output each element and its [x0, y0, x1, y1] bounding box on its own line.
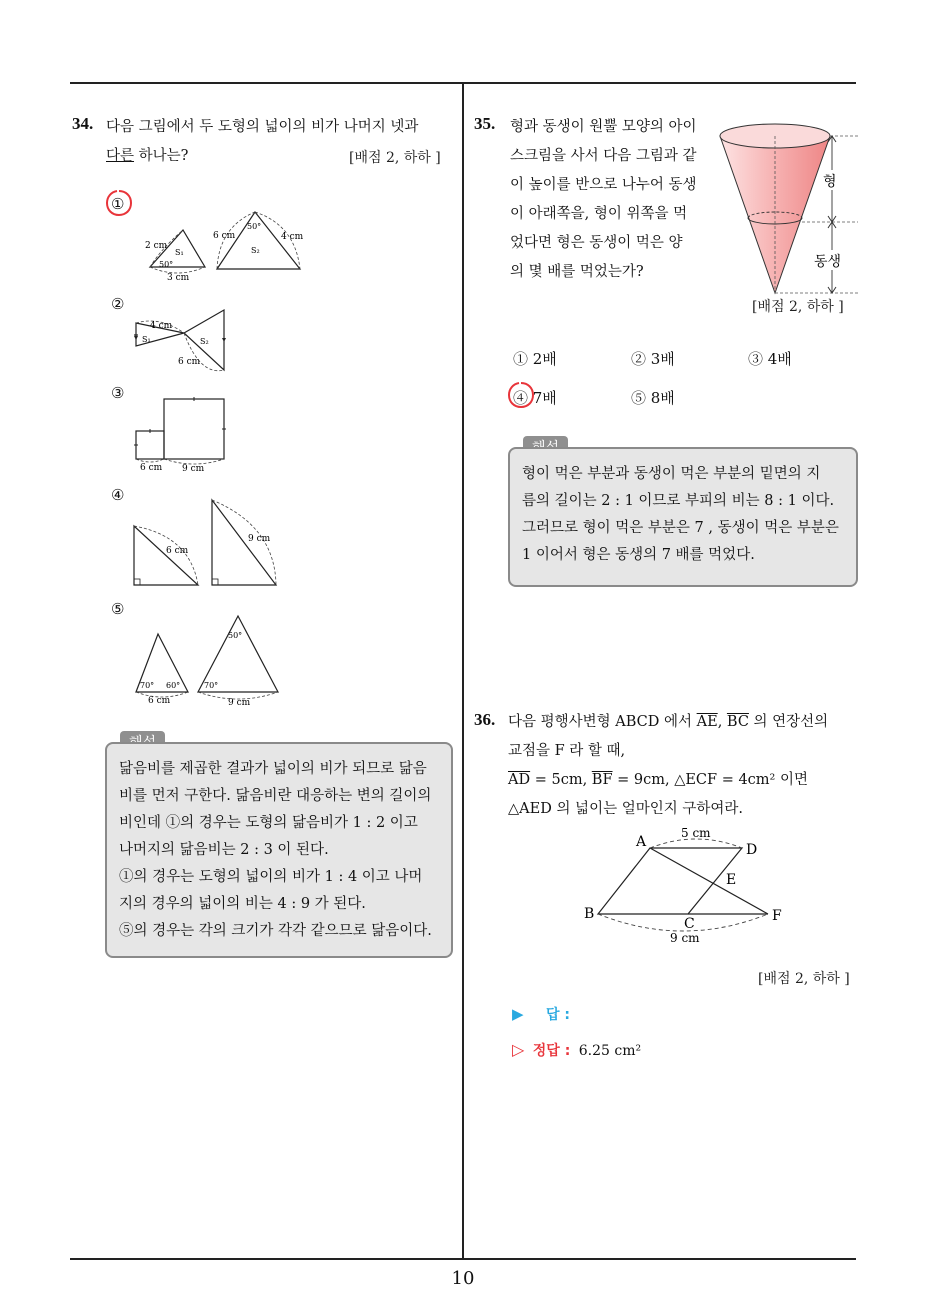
explanation-line: 형이 먹은 부분과 동생이 먹은 부분의 밑면의 지: [522, 466, 821, 482]
fig1-d: 4 cm: [281, 232, 304, 242]
text-part: = 5cm,: [530, 772, 592, 788]
vertex-c: C: [684, 916, 695, 932]
explanation-line: 지의 경우의 넓이의 비는 4 : 9 가 된다.: [119, 896, 366, 912]
length-bf: 9 cm: [670, 931, 700, 945]
question-line: 의 몇 배를 먹었는가?: [510, 264, 644, 280]
score-label: [배점 2, 하하 ]: [349, 150, 441, 166]
parallelogram-figure: [580, 820, 790, 950]
fig2-s1: S₁: [142, 335, 151, 344]
fig1-ang2: 50°: [247, 222, 262, 231]
score-label: [배점 2, 하하 ]: [752, 299, 844, 315]
figure-choice-3: [130, 395, 230, 475]
question-number: 36.: [474, 710, 496, 729]
question-line-rest: 하나는?: [134, 148, 189, 164]
explanation-line: 나머지의 닮음비는 2 : 3 이 된다.: [119, 842, 329, 858]
selected-answer-circle-icon: [506, 380, 536, 410]
explanation-box: [105, 742, 453, 958]
cone-figure: [712, 112, 862, 302]
fig4-b: 9 cm: [248, 534, 271, 544]
explanation-line: 닮음비를 제곱한 결과가 넓이의 비가 되므로 닮음: [119, 761, 427, 777]
figure-choice-4: [130, 496, 290, 592]
question-line: 이 높이를 반으로 나누어 동생: [510, 177, 697, 193]
explanation-box: [508, 447, 858, 587]
vertex-b: B: [584, 906, 595, 922]
selected-answer-circle-icon: [104, 188, 134, 218]
choice-4[interactable]: ④ 7배: [513, 389, 557, 407]
question-text: [508, 708, 858, 824]
question-line: [508, 766, 858, 795]
question-number: 35.: [474, 114, 496, 133]
explanation-line: 비를 먼저 구한다. 닮음비란 대응하는 변의 길이의: [119, 788, 432, 804]
vertex-e: E: [726, 872, 737, 888]
choice-4-label[interactable]: ④: [111, 486, 125, 504]
fig1-a: 2 cm: [145, 241, 168, 251]
text-part: 의 연장선의: [748, 714, 829, 730]
fig5-a: 6 cm: [148, 696, 171, 706]
page-number: 10: [451, 1268, 475, 1289]
length-ad: 5 cm: [681, 826, 711, 840]
question-text: [510, 113, 710, 287]
question-line: 스크림을 사서 다음 그림과 같: [510, 148, 697, 164]
fig5-b: 9 cm: [228, 698, 251, 708]
fig1-s2: S₂: [251, 246, 260, 255]
choice-1[interactable]: ① 2배: [513, 350, 557, 368]
figure-choice-5: [130, 610, 290, 710]
fig2-b: 6 cm: [178, 357, 201, 367]
question-line: △AED 의 넓이는 얼마인지 구하여라.: [508, 801, 743, 817]
fig1-c: 6 cm: [213, 231, 236, 241]
question-line: 다음 그림에서 두 도형의 넓이의 비가 나머지 넷과: [106, 119, 419, 135]
text-part: 다음 평행사변형 ABCD 에서: [508, 714, 697, 730]
question-line: [508, 708, 858, 737]
choice-1-label[interactable]: ①: [111, 195, 125, 213]
answer-row: [512, 1004, 570, 1024]
segment-bc: $\overline{BC}$: [726, 714, 749, 730]
segment-ae: $\overline{AE}$: [696, 714, 718, 730]
fig3-a: 6 cm: [140, 463, 163, 473]
label-older-brother: 형: [823, 174, 837, 190]
question-line: 이 아래쪽을, 형이 위쪽을 먹: [510, 206, 688, 222]
fig3-b: 9 cm: [182, 464, 205, 474]
correct-marker-icon: ▷: [512, 1040, 525, 1059]
score-label: [배점 2, 하하 ]: [758, 971, 850, 987]
correct-answer-row: [512, 1040, 641, 1060]
correct-answer-value: 6.25 cm²: [578, 1043, 642, 1059]
figure-choice-2: [130, 306, 240, 374]
fig1-b: 3 cm: [167, 273, 190, 283]
fig5-top: 50°: [228, 631, 243, 640]
fig5-a2: 60°: [166, 681, 181, 690]
fig4-a: 6 cm: [166, 546, 189, 556]
question-line: 형과 동생이 원뿔 모양의 아이: [510, 119, 697, 135]
explanation-line: ⑤의 경우는 각의 크기가 각각 같으므로 닮음이다.: [119, 923, 432, 939]
explanation-line: 그러므로 형이 먹은 부분은 7 , 동생이 먹은 부분은: [522, 520, 839, 536]
choice-5[interactable]: ⑤ 8배: [631, 389, 675, 407]
fig5-a1: 70°: [140, 681, 155, 690]
explanation-line: 1 이어서 형은 동생의 7 배를 먹었다.: [522, 547, 755, 563]
choice-2[interactable]: ② 3배: [631, 350, 675, 368]
vertex-f: F: [772, 908, 782, 924]
explanation-line: 름의 길이는 2 : 1 이므로 부피의 비는 8 : 1 이다.: [522, 493, 835, 509]
choice-3-label[interactable]: ③: [111, 384, 125, 402]
vertex-d: D: [746, 842, 758, 858]
explanation-line: 비인데 ①의 경우는 도형의 닮음비가 1 : 2 이고: [119, 815, 418, 831]
vertex-a: A: [636, 834, 647, 850]
explanation-line: ①의 경우는 도형의 넓이의 비가 1 : 4 이고 나머: [119, 869, 423, 885]
answer-marker-icon: ▶: [512, 1005, 524, 1023]
text-part: = 9cm, △ECF = 4cm² 이면: [612, 772, 808, 788]
fig5-a3: 70°: [204, 681, 219, 690]
correct-answer-label: 정답 :: [532, 1043, 571, 1059]
question-line: 었다면 형은 동생이 먹은 양: [510, 235, 683, 251]
column-divider: [462, 84, 464, 1260]
choice-5-label[interactable]: ⑤: [111, 600, 125, 618]
segment-bf: $\overline{BF}$: [591, 772, 613, 788]
segment-ad: $\overline{AD}$: [508, 772, 531, 788]
underlined-word: 다른: [106, 148, 135, 164]
question-number: 34.: [72, 114, 94, 133]
fig1-ang: 50°: [159, 260, 174, 269]
fig2-s2: S₂: [200, 337, 209, 346]
label-younger-sibling: 동생: [814, 254, 842, 270]
answer-label: 답 :: [546, 1007, 570, 1023]
fig2-a: 4 cm: [150, 321, 173, 331]
choice-3[interactable]: ③ 4배: [748, 350, 792, 368]
question-line: 교점을 F 라 할 때,: [508, 743, 626, 759]
text-part: ,: [717, 714, 727, 730]
bottom-rule: [70, 1258, 856, 1260]
fig1-s1: S₁: [175, 248, 184, 257]
figure-choice-1: [135, 205, 315, 285]
choice-2-label[interactable]: ②: [111, 295, 125, 313]
